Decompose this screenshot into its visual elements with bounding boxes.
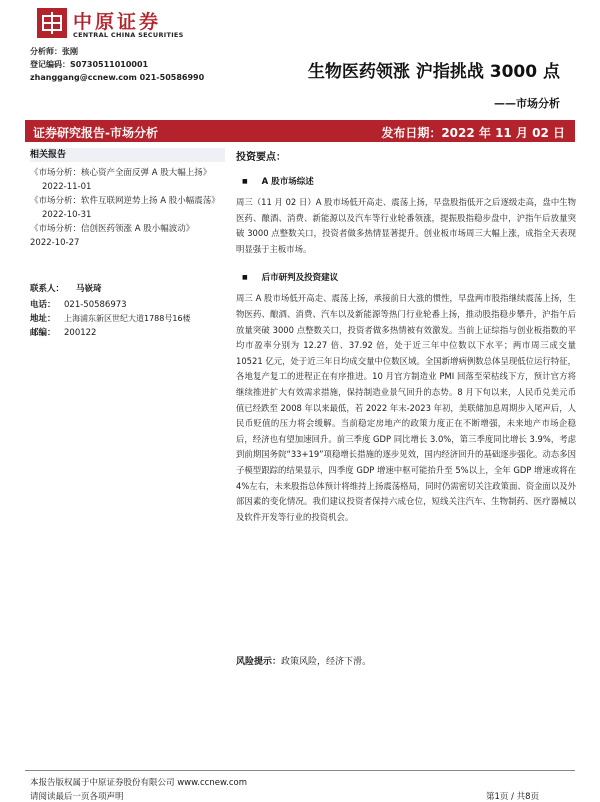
outlook-text: 周三 A 股市场低开高走、震荡上扬，承接前日大涨的惯性，早盘两市股指继续震荡上扬，生物医药、酿酒、消费、汽车以及新能源等热门行业轮番上扬，推动股指稳步攀升，沪指午后放量突破 3000 点整数关口，投资者做多热情被有效激发。当前上证综指与创业板指数的平均市盈率分别为 12.27 倍、37.92 倍，处于近三年中位数以下水平；两市周三成交量 10521 亿元，处于近三年日均成交量中位数区域。全国新增病例数总体呈现低位运行特征，各地复产复工的进程正在有序推进。10 月官方制造业 PMI 回落至荣枯线下方，预计官方将继续推进扩大有效需求措施，保持制造业景气回升的态势。8 月下旬以来，人民币兑美元币值已经跌至 2008 年以来最低，若 2022 年末-2023 年初，美联储加息周期步入尾声后，人民币贬值的压力将会缓解。当前稳定房地产的政策力度正在不断增强，未来地产市场企稳后，经济也有望加速回升。前三季度 GDP 同比增长 3.0%，第三季度同比增长 3.9%，考虑到前期国务院“33+19”项稳增长措施的逐步见效，国内经济回升的基础逐步强化。动态多因子模型跟踪的结果显示，四季度 GDP 增速中枢可能抬升至 5%以上，全年 GDP 增速或将在 4%左右，未来股指总体预计将维持上扬震荡格局，同时仍需密切关注政策面、资金面以及外部因素的变化情况。我们建议投资者保持六成仓位，短线关注汽车、生物制药、医疗器械以及软件开发等行业的投资机会。 <box>236 293 576 522</box>
contact-phone: 021-50586973 <box>64 300 127 310</box>
main-content <box>236 148 576 525</box>
report-title: 生物医药领涨 沪指挑战 3000 点 <box>307 62 560 82</box>
market-review-text: 周三（11 月 02 日）A 股市场低开高走、震荡上扬，早盘股指低开之后逐级走高，盘中生物医药、酿酒、消费、新能源以及汽车等行业轮番领涨，提振股指稳步盘中，沪指午后放量突破 3000 点整数关口，投资者做多热情显著提升。创业板市场周三大幅上涨，成指全天表现明显强于主板市场。 <box>236 197 576 254</box>
contact-person: 马嵚琦 <box>76 284 102 294</box>
footer-divider <box>25 770 575 771</box>
sidebar <box>30 148 225 340</box>
contact-row <box>30 282 225 296</box>
analyst-contact-text: zhanggang@ccnew.com 021-50586990 <box>30 73 205 82</box>
analyst-reg-row <box>30 59 148 71</box>
logo-name-en: CENTRAL CHINA SECURITIES <box>73 31 184 39</box>
contact-label: 地址： <box>30 314 56 324</box>
report-header-band <box>25 120 575 142</box>
related-report-date: 2022-10-27 <box>30 238 80 248</box>
related-report-date: 2022-10-31 <box>42 210 92 220</box>
analyst-name-row <box>30 46 78 58</box>
risk-text: 政策风险，经济下滑。 <box>281 657 372 667</box>
contact-row <box>30 312 225 326</box>
contact-label: 邮编： <box>30 328 56 338</box>
footer-disclaimer: 请阅读最后一页各项声明 <box>30 792 124 802</box>
contact-label: 联系人： <box>30 284 65 294</box>
related-report-item[interactable] <box>30 194 225 222</box>
section-heading-market-review: ■ A 股市场综述 <box>242 175 576 187</box>
related-report-item[interactable] <box>30 166 225 194</box>
contact-postcode: 200122 <box>64 328 97 338</box>
contact-address: 上海浦东新区世纪大道1788号16楼 <box>64 314 191 323</box>
related-reports-heading: 相关报告 <box>30 148 225 162</box>
contact-block <box>30 282 225 340</box>
logo-name-cn: 中原证券 <box>73 11 162 33</box>
company-logo <box>37 8 185 42</box>
analyst-name: 张刚 <box>62 47 78 56</box>
section-heading-outlook: ■ 后市研判及投资建议 <box>242 271 576 283</box>
risk-label: 风险提示： <box>236 657 282 667</box>
analyst-reg: S0730511010001 <box>70 60 149 69</box>
contact-label: 电话： <box>30 300 56 310</box>
analyst-contact <box>30 72 204 84</box>
report-type: 证券研究报告-市场分析 <box>33 126 158 140</box>
related-report-date: 2022-11-01 <box>42 182 92 192</box>
related-report-title[interactable]: 《市场分析：软件互联网逆势上扬 A 股小幅震荡》 <box>30 196 220 206</box>
related-report-title[interactable]: 《市场分析：核心资产全面反弹 A 股大幅上扬》 <box>30 168 212 178</box>
contact-row <box>30 298 225 312</box>
key-points-heading: 投资要点： <box>236 152 286 163</box>
logo-mark-icon <box>37 8 67 38</box>
related-report-title[interactable]: 《市场分析：信创医药领涨 A 股小幅波动》 <box>30 224 195 234</box>
footer-copyright: 本报告版权属于中原证券股份有限公司 www.ccnew.com <box>30 778 247 788</box>
analyst-name-label: 分析师： <box>30 47 62 56</box>
page-number: 第1页 / 共8页 <box>486 792 540 802</box>
report-subtitle: ——市场分析 <box>494 97 560 110</box>
risk-notice <box>236 654 371 667</box>
contact-row <box>30 326 225 340</box>
related-report-item[interactable] <box>30 222 225 250</box>
publish-date: 发布日期：2022 年 11 月 02 日 <box>381 126 565 140</box>
analyst-reg-label: 登记编码： <box>30 60 70 69</box>
